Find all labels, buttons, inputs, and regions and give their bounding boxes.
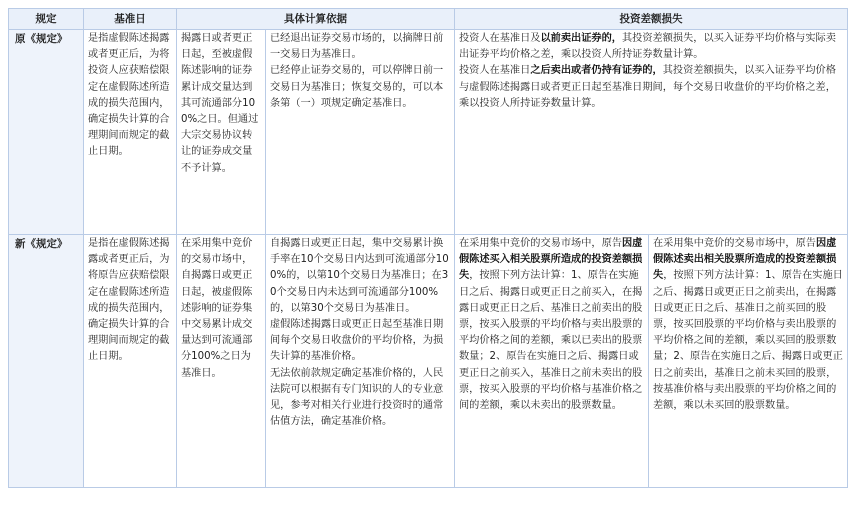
- header-investment-loss: 投资差额损失: [455, 9, 848, 30]
- new-loss-buy-emphasis: 因虚假陈述买入相关股票所造成的投资差额损失: [459, 238, 643, 282]
- old-loss-p2-prefix: 投资人在基准日: [459, 65, 531, 77]
- old-loss-p2-suffix: 其投资差额损失，以买入证券平均价格与虚假陈述揭露日或者更正日起至基准日期间，每个交易日收盘价的平均价格之差，乘以投资人所持证券数量计算。: [459, 65, 836, 109]
- old-basis-cell-1: 揭露日或者更正日起，至被虚假陈述影响的证券累计成交量达到其可流通部分100%之日。但通过大宗交易协议转让的证券成交量不予计算。: [177, 30, 266, 235]
- table-row-old-rule: [9, 30, 848, 235]
- old-loss-cell: [455, 30, 848, 235]
- old-loss-sold-after-paragraph: [459, 63, 843, 112]
- new-loss-buy-cell: [455, 235, 649, 488]
- table-row-new-rule: [9, 235, 848, 488]
- old-loss-p2-emphasis: 之后卖出或者仍持有证券的，: [530, 65, 663, 77]
- new-basis-cell-1: 在采用集中竞价的交易市场中，自揭露日或更正日起，被虚假陈述影响的证券集中交易累计成交量达到可流通部分100%之日为基准日。: [177, 235, 266, 488]
- new-loss-sell-emphasis: 因虚假陈述卖出相关股票所造成的投资差额损失: [653, 238, 837, 282]
- new-loss-sell-prefix: 在采用集中竞价的交易市场中，原告: [653, 238, 816, 249]
- new-basis-price-text: 虚假陈述揭露日或更正日起至基准日期间每个交易日收盘价的平均价格，为损失计算的基准价格。: [270, 319, 444, 363]
- table-header-row: [9, 9, 848, 30]
- new-rule-label: 新《规定》: [9, 235, 84, 488]
- header-base-date: 基准日: [84, 9, 177, 30]
- old-basis-cell-2: [266, 30, 455, 235]
- old-loss-p1-emphasis: 以前卖出证券的，: [540, 33, 622, 44]
- new-basis-turnover-text: 自揭露日或更正日起，集中交易累计换手率在10个交易日内达到可流通部分100%的，以第10个交易日为基准日；在30个交易日内未达到可流通部分100%的，以第30个交易日为基准日。: [270, 238, 449, 314]
- new-base-date-cell: 是指在虚假陈述揭露或者更正后，为将原告应获赔偿限定在虚假陈述所造成的损失范围内，确定损失计算的合理期间而规定的截止日期。: [84, 235, 177, 488]
- old-basis-suspended-text: 已经停止证券交易的，可以停牌日前一交易日为基准日；恢复交易的，可以本条第（一）项规定确定基准日。: [270, 65, 444, 109]
- rules-comparison-table: [8, 8, 848, 488]
- old-loss-p1-prefix: 投资人在基准日及: [459, 33, 541, 44]
- new-basis-valuation-text: 无法依前款规定确定基准价格的，人民法院可以根据有专门知识的人的专业意见，参考对相关行业进行投资时的通常估值方法，确定基准价格。: [270, 367, 444, 428]
- old-base-date-cell: 是指虚假陈述揭露或者更正后，为将投资人应获赔偿限定在虚假陈述所造成的损失范围内，确定损失计算的合理期间而规定的截止日期。: [84, 30, 177, 235]
- new-loss-sell-suffix: ，按照下列方法计算：1、原告在实施日之后、揭露日或更正日之前卖出，在揭露日或更正日之后、基准日之前买回的股票，按买回股票的平均价格与卖出股票的平均价格之间的差额，乘以买回的股票数量；2、原告在实施日之后、揭露日或更正日之前卖出，基准日之前未买回的股票，按基准价格与卖出股票的平均价格之间的差额，乘以未买回的股票数量。: [653, 270, 843, 412]
- new-loss-buy-prefix: 在采用集中竞价的交易市场中，原告: [459, 238, 622, 249]
- new-loss-buy-suffix: ，按照下列方法计算：1、原告在实施日之后、揭露日或更正日之前买入，在揭露日或更正日之后、基准日之前卖出的股票，按买入股票的平均价格与卖出股票的平均价格之间的差额，乘以已卖出的股票数量；2、原告在实施日之后、揭露日或更正日之前买入，基准日之前未卖出的股票，按买入股票的平均价格与基准价格之间的差额，乘以未卖出的股票数量。: [459, 270, 643, 412]
- old-loss-sold-before-paragraph: [459, 31, 843, 63]
- comparison-table-container: [8, 8, 847, 488]
- new-basis-cell-2: [266, 235, 455, 488]
- header-rule: 规定: [9, 9, 84, 30]
- old-basis-delisted-text: 已经退出证券交易市场的，以摘牌日前一交易日为基准日。: [270, 33, 444, 61]
- new-loss-sell-cell: [649, 235, 848, 488]
- header-calculation-basis: 具体计算依据: [177, 9, 455, 30]
- old-rule-label: 原《规定》: [9, 30, 84, 235]
- old-loss-p1-suffix: 其投资差额损失，以买入证券平均价格与实际卖出证券平均价格之差，乘以投资人所持证券数量计算。: [459, 33, 836, 61]
